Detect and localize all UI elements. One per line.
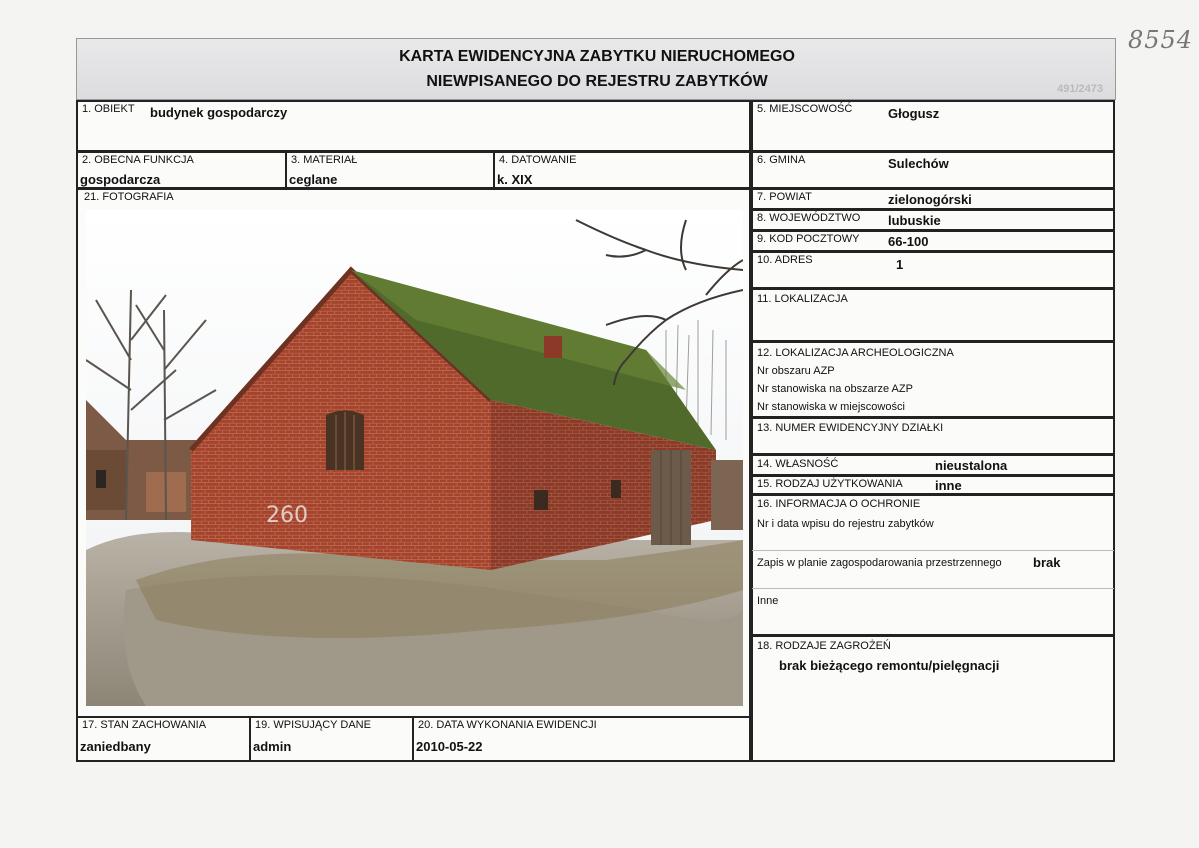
material-label: 3. MATERIAŁ	[291, 154, 358, 166]
datowanie-value: k. XIX	[497, 172, 533, 187]
ochrona-inne: Inne	[757, 595, 779, 607]
ochrona-rejestr: Nr i data wpisu do rejestru zabytków	[757, 518, 934, 530]
field-wlasnosc	[751, 454, 1115, 476]
field-dzialka	[751, 417, 1115, 455]
handwritten-number: 8554	[1128, 26, 1194, 54]
barn-photo	[86, 210, 743, 706]
data-label: 20. DATA WYKONANIA EWIDENCJI	[418, 719, 597, 731]
miejscowosc-value: Głogusz	[888, 106, 940, 121]
wpisujacy-value: admin	[253, 739, 292, 754]
funkcja-value: gospodarcza	[80, 172, 161, 187]
ochrona-plan-value: brak	[1033, 555, 1061, 570]
title-line-1: KARTA EWIDENCYJNA ZABYTKU NIERUCHOMEGO	[399, 48, 795, 65]
graffiti-text: 260	[266, 503, 308, 528]
field-wojewodztwo	[751, 209, 1115, 231]
kod-value: 66-100	[888, 234, 929, 249]
field-gmina	[751, 151, 1115, 189]
gmina-label: 6. GMINA	[757, 154, 806, 166]
kod-label: 9. KOD POCZTOWY	[757, 233, 860, 245]
zagrozenia-value: brak bieżącego remontu/pielęgnacji	[779, 658, 1000, 673]
dzialka-label: 13. NUMER EWIDENCYJNY DZIAŁKI	[757, 422, 944, 434]
funkcja-label: 2. OBECNA FUNKCJA	[82, 154, 194, 166]
archeo-label: 12. LOKALIZACJA ARCHEOLOGICZNA	[757, 347, 954, 359]
field-wpisujacy	[249, 716, 414, 762]
wlasnosc-value: nieustalona	[935, 458, 1008, 473]
field-stan	[76, 716, 251, 762]
field-powiat	[751, 188, 1115, 210]
wlasnosc-label: 14. WŁASNOŚĆ	[757, 458, 839, 470]
field-material	[285, 151, 495, 189]
wojewodztwo-value: lubuskie	[888, 213, 941, 228]
data-value: 2010-05-22	[416, 739, 483, 754]
datowanie-label: 4. DATOWANIE	[499, 154, 577, 166]
gmina-value: Sulechów	[888, 156, 949, 171]
adres-label: 10. ADRES	[757, 254, 813, 266]
field-data	[412, 716, 751, 762]
title-band	[76, 38, 1116, 100]
field-ochrona	[751, 494, 1115, 636]
field-datowanie	[493, 151, 751, 189]
field-lokalizacja	[751, 288, 1115, 342]
archeo-stanowisko-azp: Nr stanowiska na obszarze AZP	[757, 383, 913, 395]
powiat-label: 7. POWIAT	[757, 191, 812, 203]
stan-value: zaniedbany	[80, 739, 151, 754]
field-obiekt	[76, 100, 751, 152]
ochrona-plan-label: Zapis w planie zagospodarowania przestrzennego	[757, 557, 1002, 569]
ghost-number: 491/2473	[1057, 83, 1103, 95]
field-fotografia	[76, 188, 751, 718]
divider	[752, 588, 1114, 589]
field-archeo	[751, 341, 1115, 418]
stan-label: 17. STAN ZACHOWANIA	[82, 719, 207, 731]
obiekt-value: budynek gospodarczy	[150, 105, 288, 120]
ochrona-label: 16. INFORMACJA O OCHRONIE	[757, 498, 921, 510]
field-adres	[751, 251, 1115, 289]
title-line-2: NIEWPISANEGO DO REJESTRU ZABYTKÓW	[426, 73, 768, 90]
archeo-azp: Nr obszaru AZP	[757, 365, 835, 377]
adres-value: 1	[896, 257, 904, 272]
fotografia-label: 21. FOTOGRAFIA	[84, 191, 174, 203]
field-kod	[751, 230, 1115, 252]
archeo-stanowisko-miejscowosc: Nr stanowiska w miejscowości	[757, 401, 905, 413]
field-uzytkowanie	[751, 475, 1115, 495]
uzytkowanie-label: 15. RODZAJ UŻYTKOWANIA	[757, 478, 903, 490]
field-funkcja	[76, 151, 287, 189]
field-zagrozenia	[751, 635, 1115, 762]
field-miejscowosc	[751, 100, 1115, 152]
wpisujacy-label: 19. WPISUJĄCY DANE	[255, 719, 371, 731]
obiekt-label: 1. OBIEKT	[82, 103, 135, 115]
divider	[752, 550, 1114, 551]
powiat-value: zielonogórski	[888, 192, 972, 207]
miejscowosc-label: 5. MIEJSCOWOŚĆ	[757, 103, 853, 115]
zagrozenia-label: 18. RODZAJE ZAGROŻEŃ	[757, 640, 891, 652]
material-value: ceglane	[289, 172, 338, 187]
wojewodztwo-label: 8. WOJEWÓDZTWO	[757, 212, 861, 224]
lokalizacja-label: 11. LOKALIZACJA	[757, 293, 848, 305]
uzytkowanie-value: inne	[935, 478, 962, 493]
